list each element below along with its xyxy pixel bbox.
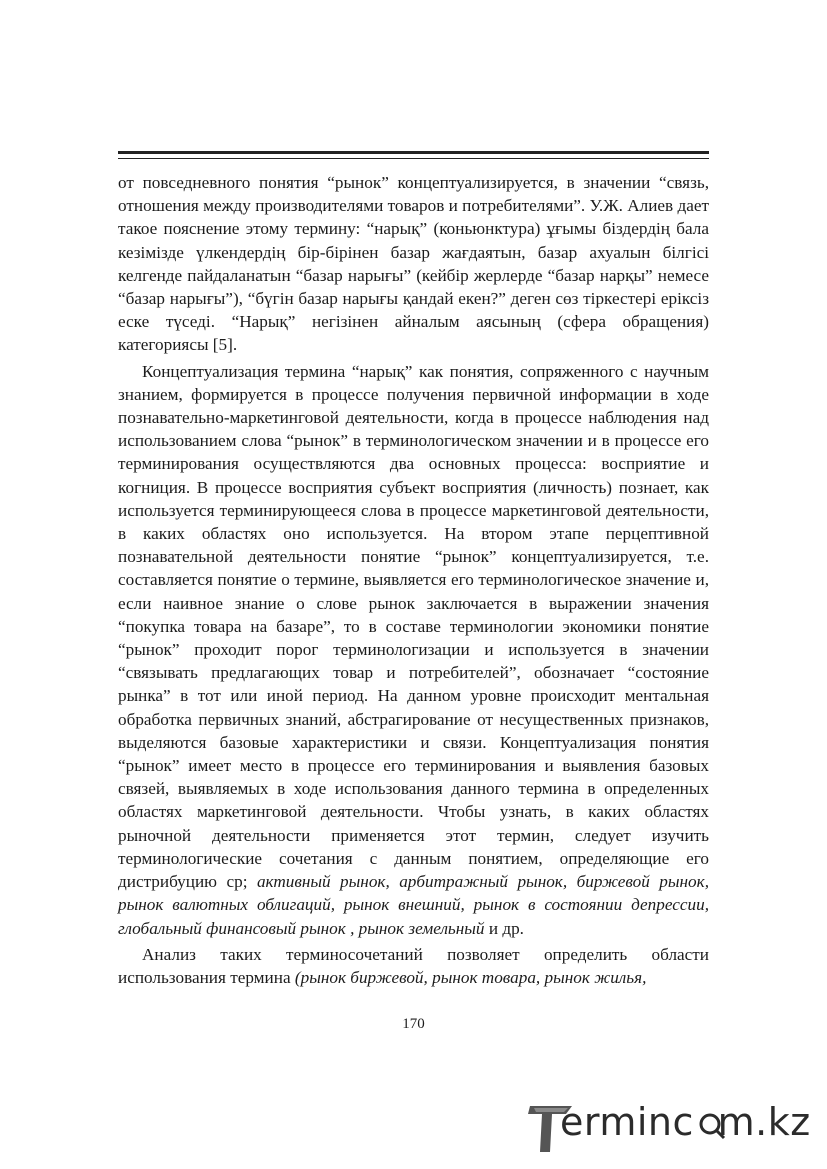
text-run: Концептуализация термина “нарық” как понятия, сопряженного с научным знанием, формируется в процессе получения первичной информации в ходе познавательно-маркетинговой деятельности, когда в процессе наблюдения над использованием слова “рынок” в терминологическом значении и в процессе его терминирования осуществляются два основных процесса: восприятие и когниция. В процессе восприятия субъект восприятия (личность) познает, как используется терминирующееся слова в процессе маркетинговой деятельности, в каких областях оно используется. На втором этапе перцептивной познавательной деятельности понятие “рынок” концептуализируется, т.е. составляется понятие о термине, выявляется его терминологическое значение и, если наивное знание о слове рынок заключается в выражении значения “покупка товара на базаре”, то в составе терминологии экономики понятие “рынок” проходит порог терминологизации и используется в значении “связывать предлагающих товар и потребителей”, обозначает “состояние рынка” в тот или иной период. На данном уровне происходит ментальная обработка первичных знаний, абстрагирование от несущественных признаков, выделяются базовые характеристики и связи. Концептуализация понятия “рынок” имеет место в процессе его терминирования и выявления базовых связей, выявляемых в ходе использования данного термина в определенных областях маркетинговой деятельности. Чтобы узнать, в каких областях рыночной деятельности применяется этот термин, следует изучить терминологические сочетания с данным понятием, определяющие его дистрибуцию ср; [118, 361, 709, 892]
header-rule-thin [118, 158, 709, 159]
paragraph [118, 171, 709, 357]
watermark-logo [524, 1092, 824, 1158]
text-run: и др. [484, 918, 524, 938]
page-body-text [118, 171, 709, 989]
watermark-text: erminc m.kz [560, 1100, 811, 1144]
paragraph [118, 360, 709, 940]
page-number: 170 [402, 1016, 425, 1032]
italic-run: (рынок биржевой, рынок товара, рынок жилья, [294, 967, 647, 987]
italic-run: активный рынок, арбитражный рынок, биржевой рынок, рынок валютных облигаций, рынок внешний, рынок в состоянии депрессии, глобальный финансовый рынок , рынок земельный [118, 872, 709, 938]
text-run: Анализ таких терминосочетаний позволяет определить области использования термина [118, 944, 709, 987]
paragraph [118, 943, 709, 989]
text-run: от повседневного понятия “рынок” концептуализируется, в значении “связь, отношения между производителями товаров и потребителями”. У.Ж. Алиев дает такое пояснение этому термину: “нарық” (коньюнктура) ұғымы біздердің бала кезімізде үлкендердің бір-бірінен базар жағдаятын, базар ахуалын білгісі келгенде пайдаланатын “базар нарығы” (кейбір жерлерде “базар нарқы” немесе “базар нарығы”), “бүгін базар нарығы қандай екен?” деген сөз тіркестері еріксіз еске түседі. “Нарық” негізінен айналым аясының (сфера обращения) категориясы [5]. [118, 173, 709, 355]
header-rule-thick [118, 151, 709, 154]
